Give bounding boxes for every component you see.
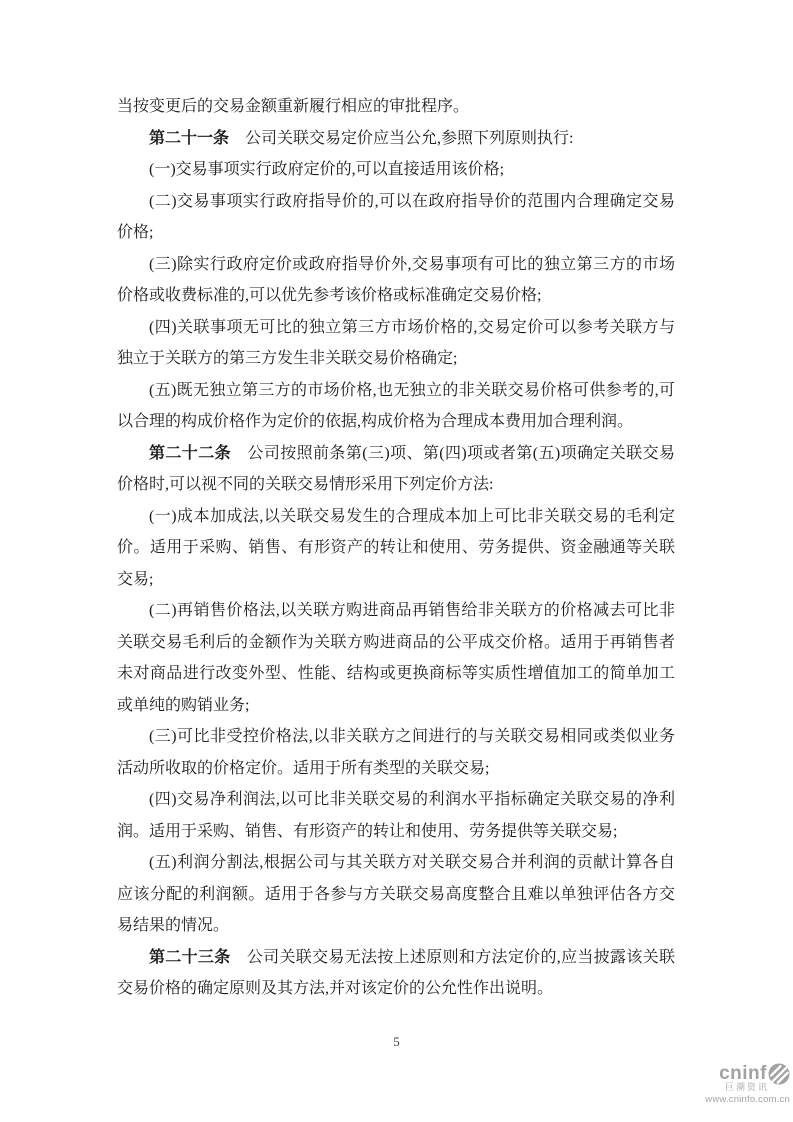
page-number: 5 <box>393 1034 400 1049</box>
paragraph <box>117 154 675 186</box>
cninfo-logo <box>688 1063 790 1105</box>
paragraph-text: (一)成本加成法,以关联交易发生的合理成本加上可比非关联交易的毛利定价。适用于采购、销售、有形资产的转让和使用、劳务提供、资金融通等关联交易; <box>117 507 675 588</box>
article-paragraph <box>117 438 675 501</box>
article-number: 第二十三条 <box>149 948 231 966</box>
article-number: 第二十一条 <box>149 129 230 147</box>
paragraph-text: (一)交易事项实行政府定价的,可以直接适用该价格; <box>149 161 505 178</box>
paragraph-text: (五)利润分割法,根据公司与其关联方对关联交易合并利润的贡献计算各自应该分配的利润额。适用于各参与方关联交易高度整合且难以单独评估各方交易结果的情况。 <box>117 854 675 934</box>
paragraph <box>117 784 675 847</box>
paragraph <box>117 91 675 123</box>
paragraph-text: (二)再销售价格法,以关联方购进商品再销售给非关联方的价格减去可比非关联交易毛利后的金额作为关联方购进商品的公平成交价格。适用于再销售者未对商品进行改变外型、性能、结构或更换商标等实质性增值加工的简单加工或单纯的购销业务; <box>117 602 675 714</box>
cninfo-caption: 巨潮资讯 <box>724 1082 769 1092</box>
cninfo-brand-text: cninf <box>719 1063 767 1084</box>
article-paragraph <box>117 123 675 155</box>
article-paragraph <box>117 942 675 1005</box>
paragraph-text: 当按变更后的交易金额重新履行相应的审批程序。 <box>117 98 470 115</box>
paragraph <box>117 186 675 249</box>
paragraph-text: 公司关联交易无法按上述原则和方法定价的,应当披露该关联交易价格的确定原则及其方法,并对该定价的公允性作出说明。 <box>117 948 675 997</box>
paragraph-text: (三)除实行政府定价或政府指导价外,交易事项有可比的独立第三方的市场价格或收费标准的,可以优先参考该价格或标准确定交易价格; <box>117 255 675 304</box>
paragraph-text: (二)交易事项实行政府指导价的,可以在政府指导价的范围内合理确定交易价格; <box>117 192 675 241</box>
article-number: 第二十二条 <box>149 444 232 462</box>
paragraph <box>117 375 675 438</box>
cninfo-swirl-icon <box>768 1063 790 1085</box>
paragraph-text: (三)可比非受控价格法,以非关联方之间进行的与关联交易相同或类似业务活动所收取的价格定价。适用于所有类型的关联交易; <box>117 728 675 777</box>
document-body <box>117 91 675 1005</box>
paragraph <box>117 501 675 596</box>
paragraph <box>117 249 675 312</box>
paragraph-text: 公司按照前条第(三)项、第(四)项或者第(五)项确定关联交易价格时,可以视不同的关联交易情形采用下列定价方法: <box>117 444 675 493</box>
cninfo-url: www.cninfo.com.cn <box>705 1094 790 1105</box>
paragraph-text: 公司关联交易定价应当公允,参照下列原则执行: <box>229 129 574 147</box>
paragraph <box>117 847 675 942</box>
paragraph <box>117 595 675 721</box>
paragraph <box>117 312 675 375</box>
paragraph-text: (四)交易净利润法,以可比非关联交易的利润水平指标确定关联交易的净利润。适用于采购、销售、有形资产的转让和使用、劳务提供等关联交易; <box>117 791 675 840</box>
paragraph <box>117 721 675 784</box>
paragraph-text: (四)关联事项无可比的独立第三方市场价格的,交易定价可以参考关联方与独立于关联方的第三方发生非关联交易价格确定; <box>117 318 675 367</box>
paragraph-text: (五)既无独立第三方的市场价格,也无独立的非关联交易价格可供参考的,可以合理的构成价格作为定价的依据,构成价格为合理成本费用加合理利润。 <box>117 381 675 430</box>
